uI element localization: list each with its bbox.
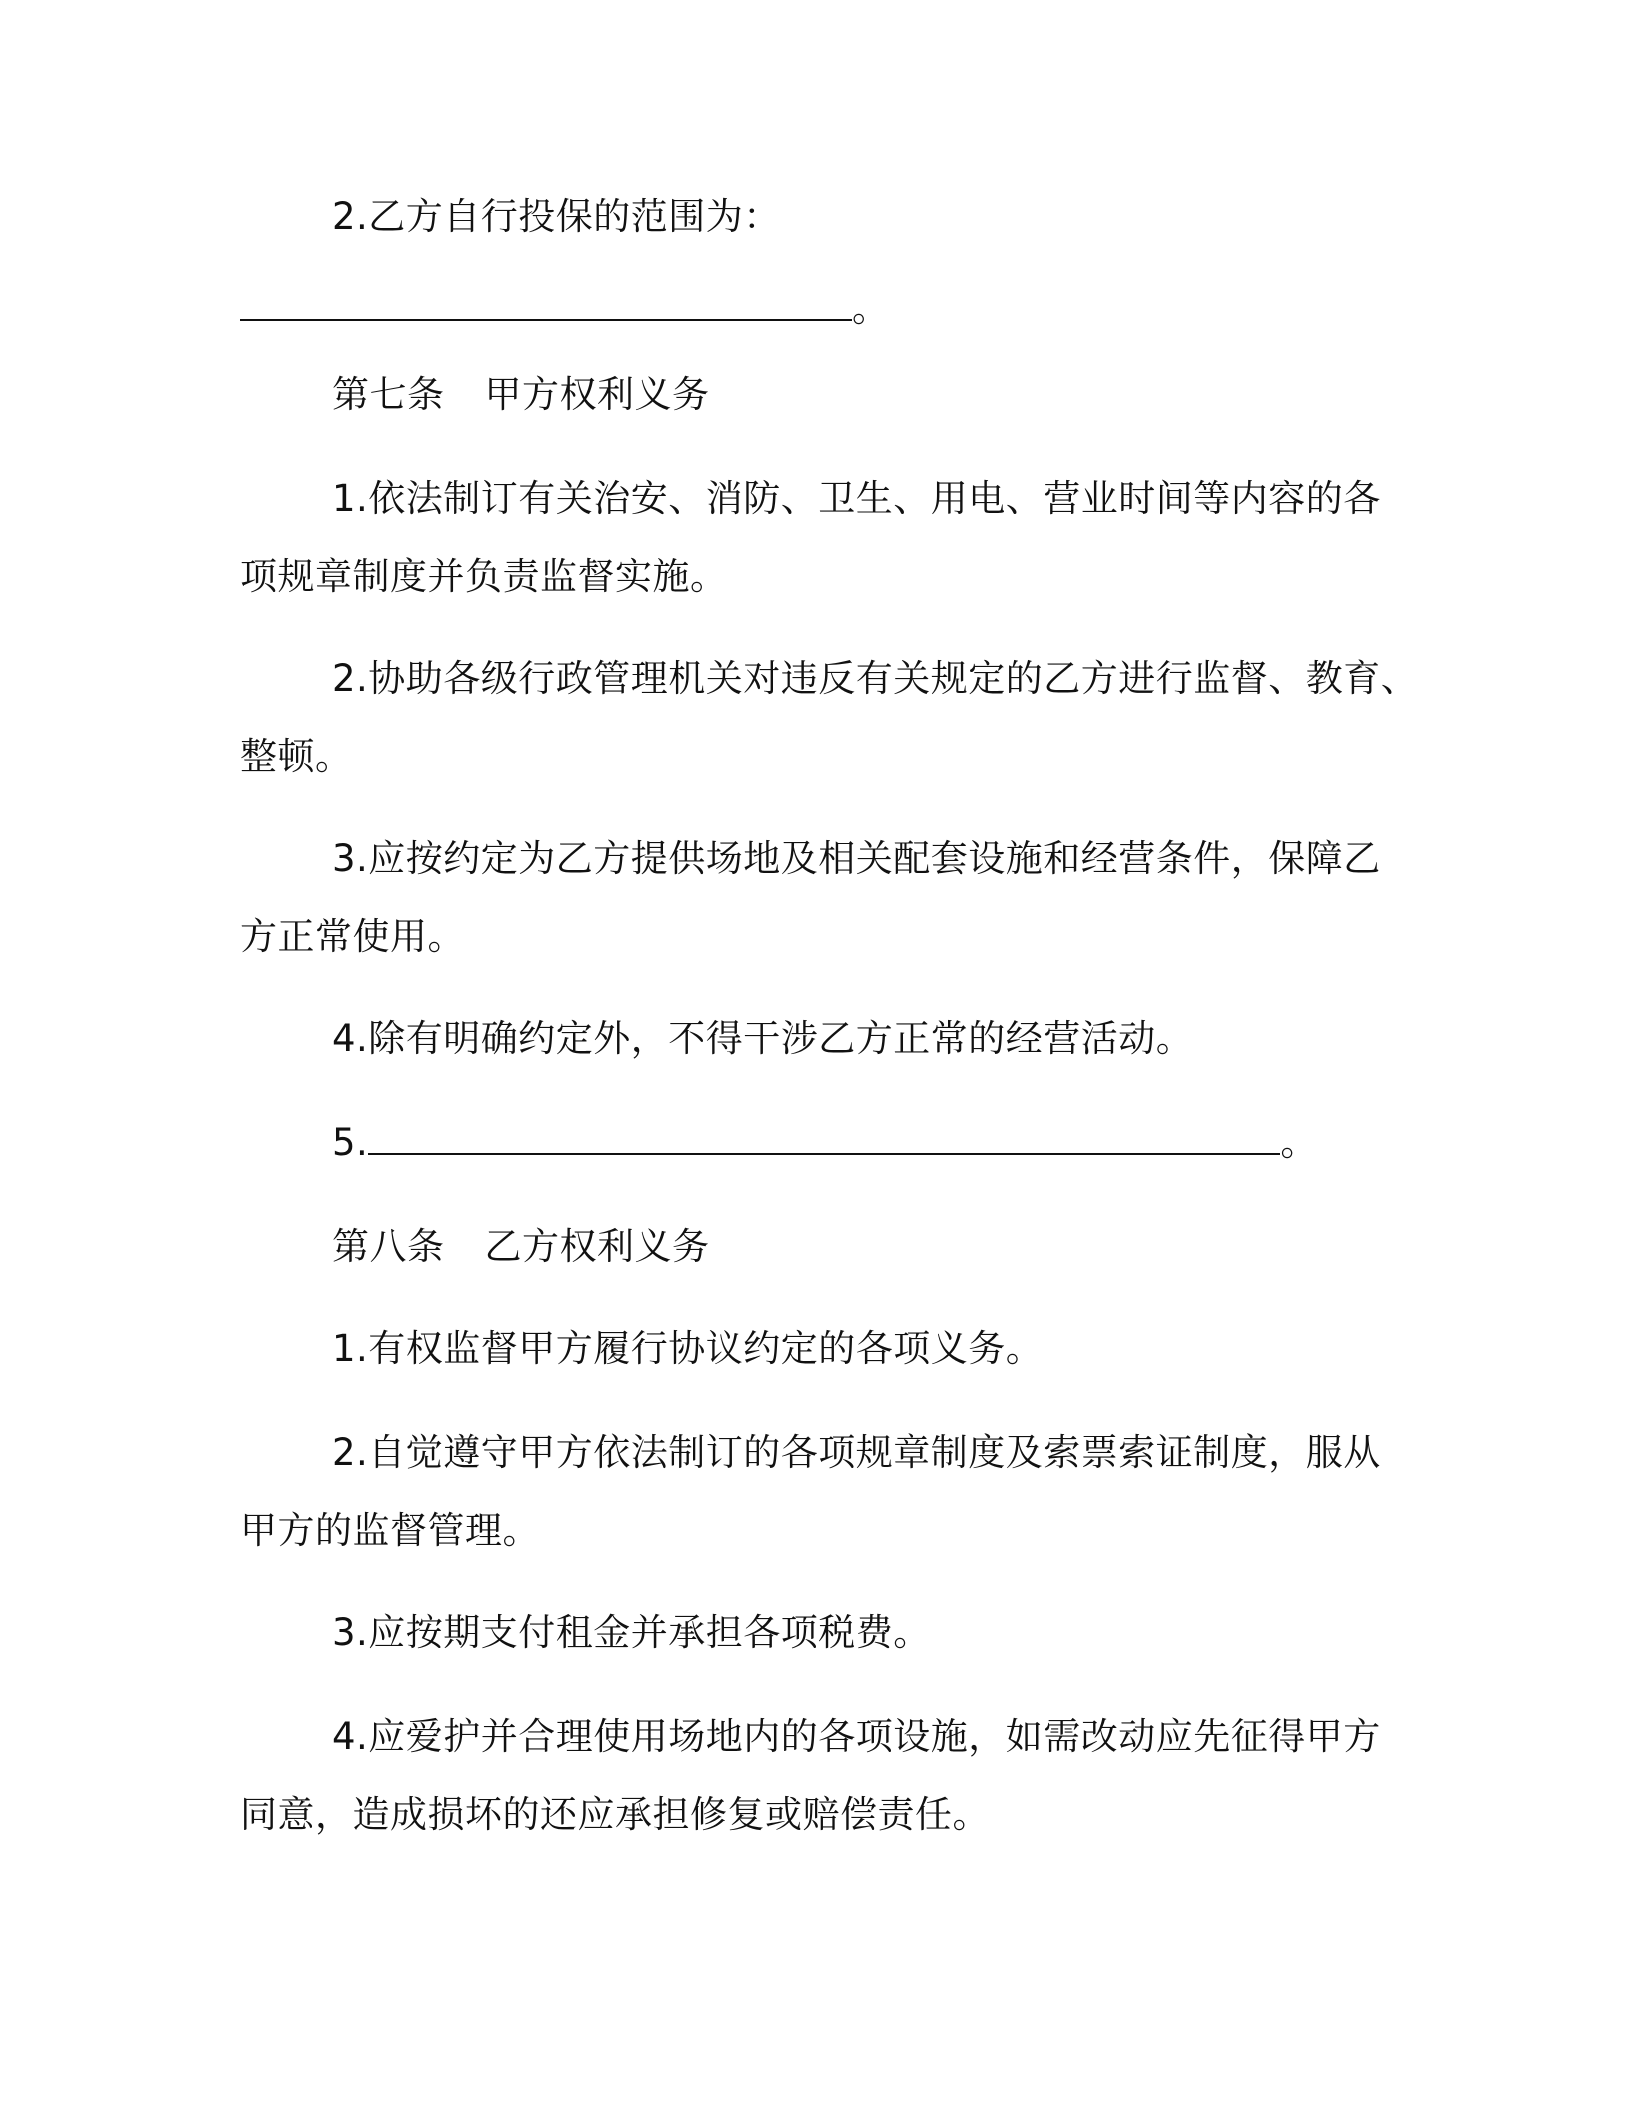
paragraph-text: 整顿。 [240,735,353,778]
clause-7-item-2-continued [240,732,353,782]
clause-7-item-4 [332,1014,1193,1064]
clause-title: 甲方权利义务 [484,373,710,416]
clause-7-heading [332,370,710,420]
paragraph-text: 3.应按约定为乙方提供场地及相关配套设施和经营条件，保障乙 [332,837,1381,880]
paragraph-text: 4.除有明确约定外，不得干涉乙方正常的经营活动。 [332,1017,1194,1060]
fill-in-blank [240,289,852,321]
paragraph-text: 5. [332,1121,369,1164]
clause-number: 第八条 [332,1225,445,1268]
paragraph-text: 。 [1280,1121,1318,1164]
paragraph-text: 2.乙方自行投保的范围为： [332,195,781,238]
clause-7-item-1 [332,474,1381,524]
fill-in-blank [368,1123,1280,1155]
clause-7-item-1-continued [240,552,728,602]
clause-8-item-4 [332,1712,1381,1762]
paragraph-text: 同意，造成损坏的还应承担修复或赔偿责任。 [240,1793,990,1836]
clause-7-item-3 [332,834,1381,884]
clause-8-item-4-continued [240,1790,990,1840]
paragraph-text: 方正常使用。 [240,915,465,958]
paragraph-text: 1.有权监督甲方履行协议约定的各项义务。 [332,1327,1044,1370]
clause-number: 第七条 [332,373,445,416]
clause-8-item-3 [332,1608,931,1658]
paragraph-text: 1.依法制订有关治安、消防、卫生、用电、营业时间等内容的各 [332,477,1381,520]
paragraph-text: 4.应爱护并合理使用场地内的各项设施，如需改动应先征得甲方 [332,1715,1381,1758]
paragraph-text: 2.自觉遵守甲方依法制订的各项规章制度及索票索证制度，服从 [332,1431,1381,1474]
paragraph-text: 项规章制度并负责监督实施。 [240,555,728,598]
clause-8-item-2-continued [240,1506,540,1556]
paragraph-text: 2.协助各级行政管理机关对违反有关规定的乙方进行监督、教育、 [332,657,1419,700]
clause-8-item-1 [332,1324,1043,1374]
paragraph-text: 3.应按期支付租金并承担各项税费。 [332,1611,931,1654]
clause-8-item-2 [332,1428,1381,1478]
paragraph-text: 。 [852,287,890,330]
clause-6-item-2-blank-line [240,284,890,334]
clause-7-item-5 [332,1118,1318,1168]
paragraph-text: 甲方的监督管理。 [240,1509,540,1552]
clause-title: 乙方权利义务 [484,1225,710,1268]
clause-8-heading [332,1222,710,1272]
clause-6-item-2 [332,192,781,242]
clause-7-item-3-continued [240,912,465,962]
clause-7-item-2 [332,654,1418,704]
